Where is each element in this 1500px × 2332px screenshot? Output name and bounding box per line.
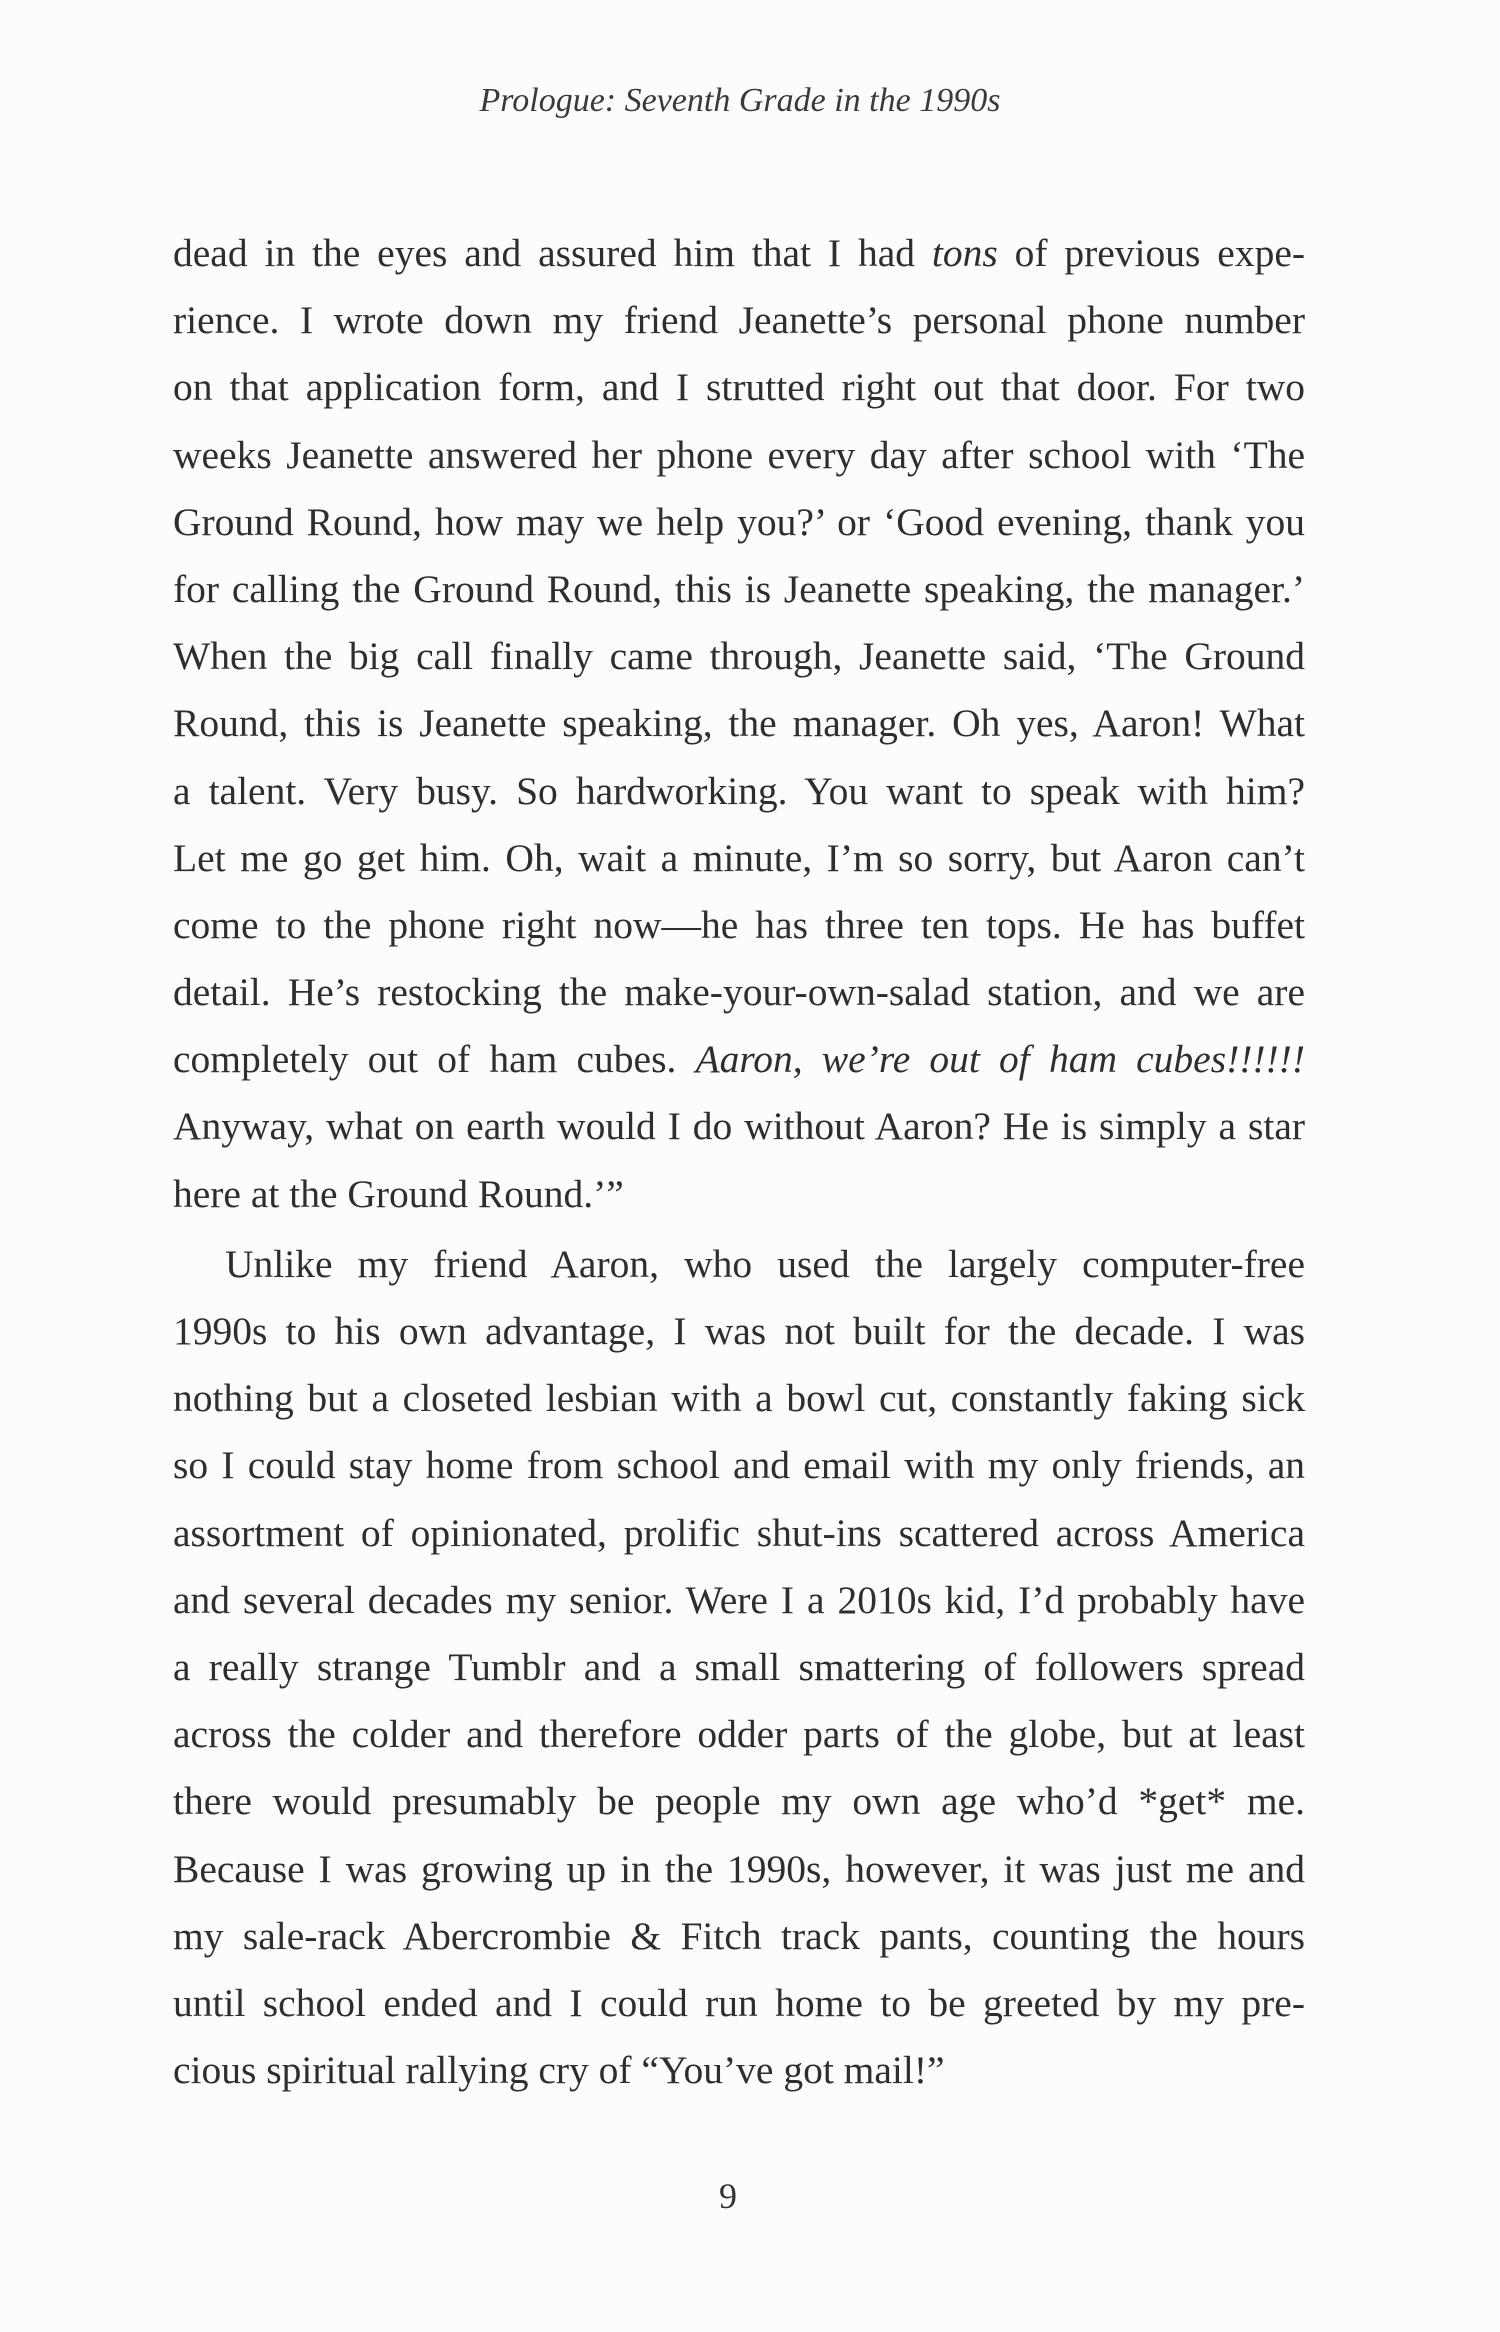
text-segment: on that application form, and I strutted right out that door. For two (173, 365, 1305, 410)
text-line (173, 959, 1305, 1026)
text-line (173, 1567, 1305, 1634)
text-line (173, 2037, 1305, 2104)
text-segment: assortment of opinionated, prolific shut-ins scattered across America (173, 1510, 1305, 1555)
text-line (173, 623, 1305, 690)
text-segment: here at the Ground Round.’” (173, 1171, 624, 1216)
text-segment: of previous expe- (997, 231, 1306, 275)
text-segment: Let me go get him. Oh, wait a minute, I’m so sorry, but Aaron can’t (173, 835, 1305, 880)
text-segment: there would presumably be people my own age who’d *get* me. (173, 1779, 1305, 1824)
text-segment: nothing but a closeted lesbian with a bowl cut, constantly faking sick (173, 1376, 1305, 1421)
text-segment: completely out of ham cubes. (173, 1037, 696, 1082)
text-line (173, 1500, 1305, 1567)
text-segment: detail. He’s restocking the make-your-own-salad station, and we are (173, 970, 1305, 1015)
text-line (173, 1231, 1305, 1298)
text-line (173, 1768, 1305, 1835)
paragraph (173, 220, 1305, 1228)
text-segment: until school ended and I could run home to be greeted by my pre- (173, 1980, 1305, 2025)
text-segment: come to the phone right now—he has three ten tops. He has buffet (173, 902, 1305, 947)
text-segment: a really strange Tumblr and a small smattering of followers spread (173, 1644, 1305, 1689)
text-segment: across the colder and therefore odder parts of the globe, but at least (173, 1712, 1305, 1757)
text-line (173, 1093, 1305, 1160)
text-line (173, 1161, 1305, 1228)
text-line (173, 1836, 1305, 1903)
text-segment: rience. I wrote down my friend Jeanette’s personal phone number (173, 298, 1305, 343)
text-line (173, 422, 1305, 489)
text-line (173, 354, 1305, 421)
text-segment: my sale-rack Abercrombie & Fitch track pants, counting the hours (173, 1913, 1305, 1958)
text-line (173, 1970, 1305, 2037)
text-line (173, 758, 1305, 825)
text-line (173, 1634, 1305, 1701)
text-line (173, 1298, 1305, 1365)
text-segment: dead in the eyes and assured him that I had (173, 231, 932, 275)
text-line (173, 1365, 1305, 1432)
text-segment: weeks Jeanette answered her phone every day after school with ‘The (173, 432, 1305, 477)
text-segment: and several decades my senior. Were I a 2010s kid, I’d probably have (173, 1577, 1305, 1622)
text-line (173, 556, 1305, 623)
running-head: Prologue: Seventh Grade in the 1990s (479, 82, 1001, 119)
paragraph (173, 1231, 1305, 2104)
text-line (173, 1432, 1305, 1499)
body-text (173, 220, 1305, 2107)
text-line (173, 1026, 1305, 1093)
text-line (173, 287, 1305, 354)
text-line (173, 825, 1305, 892)
text-segment: Round, this is Jeanette speaking, the manager. Oh yes, Aaron! What (173, 701, 1305, 746)
italic-text: Aaron, we’re out of ham cubes!!!!!! (695, 1037, 1305, 1082)
text-line (173, 489, 1305, 556)
text-line (173, 892, 1305, 959)
text-segment: Anyway, what on earth would I do without Aaron? He is simply a star (173, 1104, 1305, 1149)
text-segment: Because I was growing up in the 1990s, however, it was just me and (173, 1846, 1305, 1891)
text-segment: When the big call finally came through, Jeanette said, ‘The Ground (173, 634, 1305, 679)
text-segment: so I could stay home from school and email with my only friends, an (173, 1443, 1305, 1488)
text-segment: Ground Round, how may we help you?’ or ‘Good evening, thank you (173, 499, 1305, 544)
text-segment: cious spiritual rallying cry of “You’ve got mail!” (173, 2048, 945, 2093)
text-segment: Unlike my friend Aaron, who used the largely computer-free (225, 1241, 1305, 1286)
text-line (173, 690, 1305, 757)
text-segment: a talent. Very busy. So hardworking. You want to speak with him? (173, 768, 1305, 813)
italic-text: tons (931, 231, 998, 275)
text-line (173, 220, 1305, 287)
text-line (173, 1701, 1305, 1768)
page-number: 9 (719, 2176, 737, 2216)
text-line (173, 1903, 1305, 1970)
text-segment: 1990s to his own advantage, I was not built for the decade. I was (173, 1309, 1305, 1353)
text-segment: for calling the Ground Round, this is Jeanette speaking, the manager.’ (173, 566, 1305, 611)
